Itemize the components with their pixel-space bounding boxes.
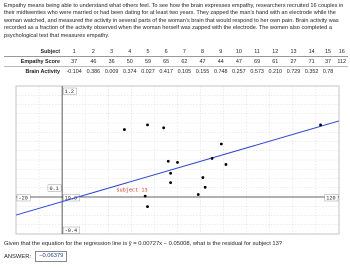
subject-cell: 7 bbox=[175, 47, 193, 57]
subject-row bbox=[4, 47, 348, 57]
brain-cell: 0.027 bbox=[141, 68, 155, 75]
data-point bbox=[204, 186, 207, 189]
data-point bbox=[123, 128, 126, 131]
data-point bbox=[167, 160, 170, 163]
empathy-cell: 47 bbox=[193, 57, 211, 67]
subject-cell: 3 bbox=[102, 47, 120, 57]
subject-cell: 4 bbox=[121, 47, 139, 57]
data-point bbox=[144, 195, 147, 198]
data-point bbox=[211, 157, 214, 160]
scatter-plot bbox=[4, 84, 346, 236]
brain-cell: 0.729 bbox=[286, 68, 301, 75]
answer-row bbox=[4, 251, 67, 262]
brain-cell: -0.104 bbox=[66, 68, 82, 75]
subject-cell: 6 bbox=[157, 47, 175, 57]
question-text: Given that the equation for the regression line is ŷ = 0.00727x − 0.05008, what is the residual for subject 13? bbox=[4, 241, 283, 247]
answer-label: ANSWER: bbox=[4, 253, 32, 260]
empathy-cell: 61 bbox=[266, 57, 284, 67]
brain-cell: 0.155 bbox=[195, 68, 210, 75]
data-point bbox=[169, 181, 172, 184]
data-table bbox=[4, 47, 348, 76]
brain-cell: 0.374 bbox=[123, 68, 137, 75]
data-point bbox=[146, 123, 149, 126]
subject-cell: 12 bbox=[266, 47, 284, 57]
answer-input[interactable]: −0.06379 bbox=[35, 251, 67, 262]
empathy-row-label: Empathy Score bbox=[4, 57, 64, 67]
subject-cell: 8 bbox=[193, 47, 211, 57]
subject-cell: 14 bbox=[303, 47, 321, 57]
brain-cell: 0.257 bbox=[232, 68, 246, 75]
brain-cell: 0.009 bbox=[104, 68, 119, 75]
subject-cell: 13 bbox=[284, 47, 302, 57]
empathy-cell: 44 bbox=[212, 57, 230, 67]
empathy-cell: 112 bbox=[337, 58, 346, 65]
empathy-cell: 50 bbox=[121, 57, 139, 67]
data-point bbox=[220, 143, 223, 146]
empathy-cell: 36 bbox=[102, 57, 120, 67]
x-max-label: 120 bbox=[326, 195, 336, 202]
empathy-cell: 27 bbox=[284, 57, 302, 67]
empathy-row bbox=[4, 57, 348, 67]
brain-row-label: Brain Activity bbox=[25, 68, 60, 75]
data-point bbox=[162, 126, 165, 129]
data-point bbox=[197, 193, 200, 196]
empathy-cell: 69 bbox=[248, 57, 266, 67]
empathy-cell: 59 bbox=[139, 57, 157, 67]
brain-cell: 0.210 bbox=[268, 68, 283, 75]
brain-row bbox=[4, 67, 348, 77]
data-point bbox=[169, 172, 172, 175]
subject-cell: 11 bbox=[248, 47, 266, 57]
empathy-cell: 37 bbox=[321, 57, 336, 67]
data-point bbox=[319, 123, 322, 126]
data-point bbox=[201, 176, 204, 179]
subject-cell: 5 bbox=[139, 47, 157, 57]
subject-cell: 1 bbox=[64, 47, 84, 57]
subject-cell: 16 bbox=[335, 47, 348, 57]
x-min-label: -20 bbox=[18, 195, 28, 202]
x-mark-label: 0.1 bbox=[49, 185, 59, 192]
empathy-cell: 62 bbox=[175, 57, 193, 67]
brain-cell: 0.105 bbox=[177, 68, 192, 75]
subject-row-label: Subject bbox=[4, 47, 64, 57]
empathy-cell: 65 bbox=[157, 57, 175, 67]
brain-cell: 0.748 bbox=[213, 68, 228, 75]
data-point bbox=[146, 205, 149, 208]
brain-cell: 0.352 bbox=[304, 68, 319, 75]
brain-cell: 0.573 bbox=[250, 68, 264, 75]
origin-label: 19.0 bbox=[64, 195, 78, 202]
brain-cell: 0.78 bbox=[322, 68, 334, 75]
empathy-cell: 37 bbox=[64, 57, 84, 67]
brain-cell: 0.417 bbox=[159, 68, 173, 75]
subject-cell: 9 bbox=[212, 47, 230, 57]
y-min-label: -0.4 bbox=[64, 228, 78, 234]
subject-cell: 10 bbox=[230, 47, 248, 57]
empathy-cell: 47 bbox=[230, 57, 248, 67]
brain-cell: 0.386 bbox=[86, 68, 101, 75]
subject-cell: 2 bbox=[84, 47, 102, 57]
empathy-cell: 71 bbox=[303, 57, 321, 67]
problem-intro: Empathy means being able to understand what others feel. To see how the brain expresses empathy, researchers recruited 16 couples in their midtwenties who were married or had been dating for at least two years. They zapped the man's hand with an electrode while the woman watched, and measured the activity in several parts of the woman's brain that would respond to her own pain. Brain activity was recorded as a fraction of the activity observed when the woman herself was zapped with the electrode. The women also completed a psychological test that measures empathy. bbox=[4, 3, 344, 39]
data-point bbox=[176, 161, 179, 164]
subject-cell: 15 bbox=[321, 47, 336, 57]
brain-cell bbox=[335, 67, 348, 77]
y-max-label: 1.2 bbox=[64, 89, 74, 95]
empathy-cell: 46 bbox=[84, 57, 102, 67]
annotation-subject-13: subject 13 bbox=[116, 187, 148, 194]
data-point bbox=[225, 163, 228, 166]
